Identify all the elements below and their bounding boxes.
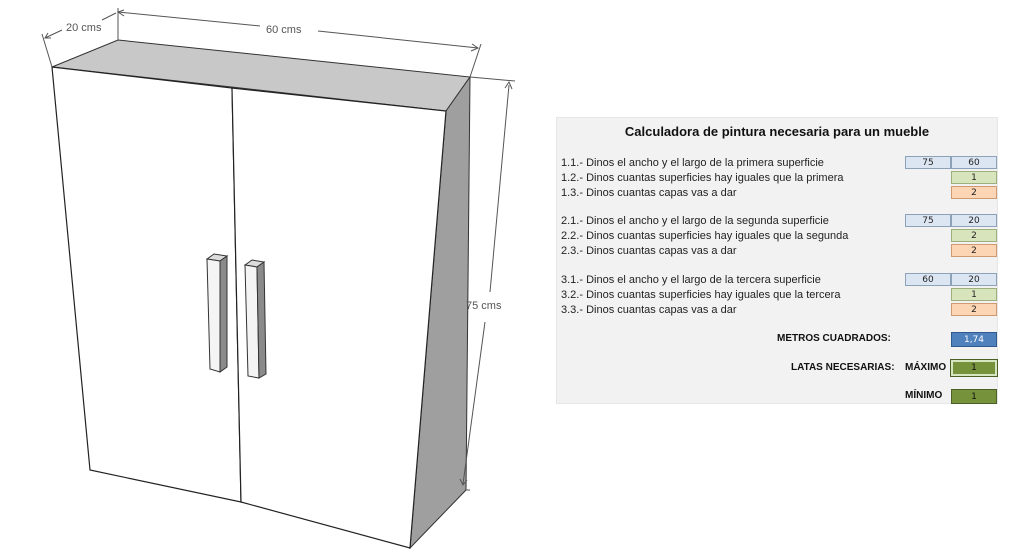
section-3-iguales-cell[interactable]: 1 [951, 288, 997, 301]
section-3-capas-cell[interactable]: 2 [951, 303, 997, 316]
paint-calculator-sheet [556, 117, 998, 404]
depth-dimension-label: 20 cms [66, 22, 102, 34]
section-1-largo-cell[interactable]: 60 [951, 156, 997, 169]
height-dimension-label: 75 cms [466, 300, 502, 312]
section-3-ancho-cell[interactable]: 60 [905, 273, 951, 286]
section-1-ancho-cell[interactable]: 75 [905, 156, 951, 169]
question-1-2: 1.2.- Dinos cuantas superficies hay iguales que la primera [561, 172, 844, 184]
question-2-1: 2.1.- Dinos el ancho y el largo de la segunda superficie [561, 215, 829, 227]
question-2-3: 2.3.- Dinos cuantas capas vas a dar [561, 245, 737, 257]
section-2-ancho-cell[interactable]: 75 [905, 214, 951, 227]
question-3-1: 3.1.- Dinos el ancho y el largo de la tercera superficie [561, 274, 821, 286]
question-3-2: 3.2.- Dinos cuantas superficies hay iguales que la tercera [561, 289, 841, 301]
minimo-label: MÍNIMO [905, 390, 943, 401]
section-2-largo-cell[interactable]: 20 [951, 214, 997, 227]
metros-cuadrados-value[interactable]: 1,74 [951, 332, 997, 347]
question-3-3: 3.3.- Dinos cuantas capas vas a dar [561, 304, 737, 316]
maximo-value[interactable]: 1 [951, 360, 997, 376]
minimo-value[interactable]: 1 [951, 389, 997, 404]
question-1-1: 1.1.- Dinos el ancho y el largo de la primera superficie [561, 157, 824, 169]
section-1-iguales-cell[interactable]: 1 [951, 171, 997, 184]
calculator-title: Calculadora de pintura necesaria para un mueble [624, 124, 930, 139]
question-2-2: 2.2.- Dinos cuantas superficies hay iguales que la segunda [561, 230, 849, 242]
maximo-label: MÁXIMO [905, 362, 947, 373]
section-3-largo-cell[interactable]: 20 [951, 273, 997, 286]
left-door-handle [207, 254, 227, 372]
metros-cuadrados-label: METROS CUADRADOS: [777, 333, 891, 344]
width-dimension-label: 60 cms [266, 24, 302, 36]
latas-necesarias-label: LATAS NECESARIAS: [791, 362, 895, 373]
question-1-3: 1.3.- Dinos cuantas capas vas a dar [561, 187, 737, 199]
section-1-capas-cell[interactable]: 2 [951, 186, 997, 199]
right-door-handle [245, 260, 266, 378]
section-2-iguales-cell[interactable]: 2 [951, 229, 997, 242]
section-2-capas-cell[interactable]: 2 [951, 244, 997, 257]
